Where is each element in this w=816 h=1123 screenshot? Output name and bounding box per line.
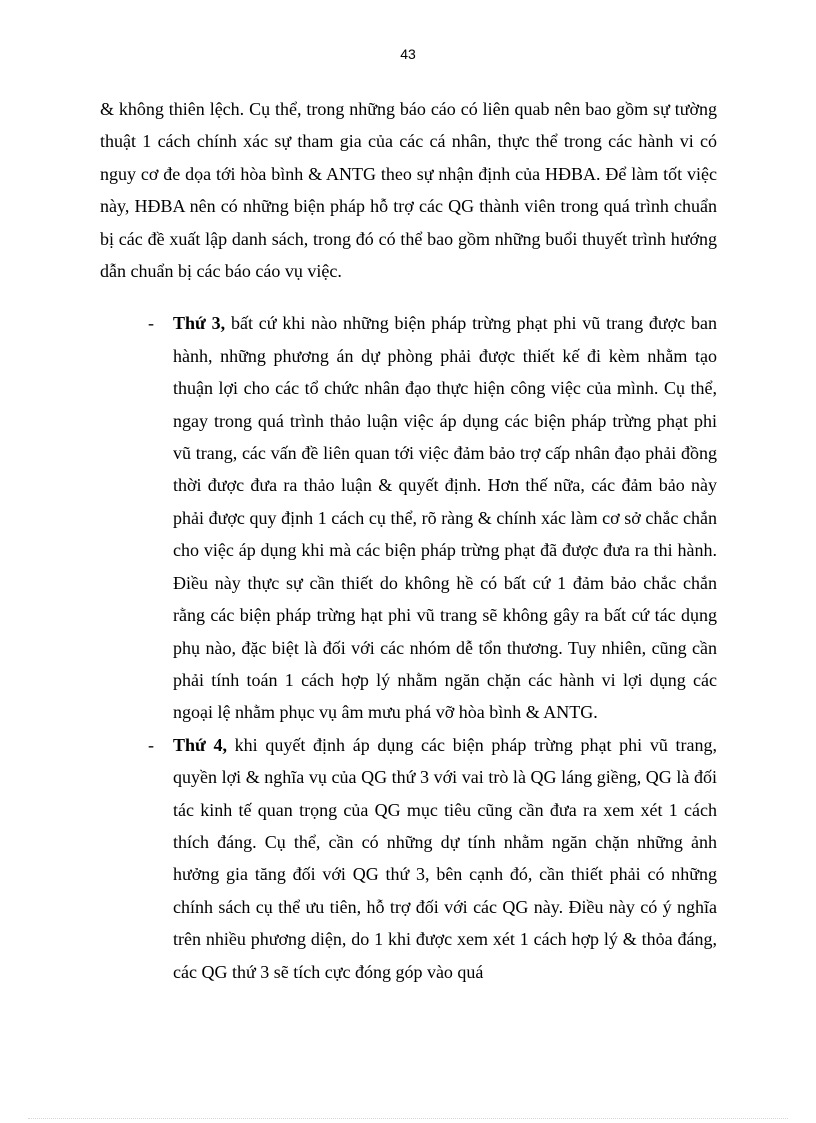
intro-paragraph: & không thiên lệch. Cụ thể, trong những báo cáo có liên quab nên bao gồm sự tường thuật 1 cách chính xác sự tham gia của các cá nhân, thực thể trong các hành vi có nguy cơ đe dọa tới hòa bình & ANTG theo sự nhận định của HĐBA. Để làm tốt việc này, HĐBA nên có những biện pháp hỗ trợ các QG thành viên trong quá trình chuẩn bị các đề xuất lập danh sách, trong đó có thể bao gồm những buổi thuyết trình hướng dẫn chuẩn bị các báo cáo vụ việc.	[100, 99, 717, 282]
list-item-lead: Thứ 4,	[173, 734, 227, 755]
list-item-third	[100, 307, 717, 728]
page-bottom-divider	[28, 1118, 788, 1119]
bullet-list	[100, 307, 717, 988]
list-item-text: khi quyết định áp dụng các biện pháp trừng phạt phi vũ trang, quyền lợi & nghĩa vụ của QG thứ 3 với vai trò là QG láng giềng, QG là đối tác kinh tế quan trọng của QG mục tiêu cũng cần đưa ra xem xét 1 cách thích đáng. Cụ thể, cần có những dự tính nhằm ngăn chặn những ảnh hưởng gia tăng đối với QG thứ 3, bên cạnh đó, cần thiết phải có những chính sách cụ thể ưu tiên, hỗ trợ đối với các QG này. Điều này có ý nghĩa trên nhiều phương diện, do 1 khi được xem xét 1 cách hợp lý & thỏa đáng, các QG thứ 3 sẽ tích cực đóng góp vào quá	[173, 734, 717, 982]
page-number: 43	[400, 46, 416, 62]
list-item-text: bất cứ khi nào những biện pháp trừng phạt phi vũ trang được ban hành, những phương án dự phòng phải được thiết kế đi kèm nhằm tạo thuận lợi cho các tổ chức nhân đạo thực hiện công việc của mình. Cụ thể, ngay trong quá trình thảo luận việc áp dụng các biện pháp trừng phạt phi vũ trang, các vấn đề liên quan tới việc đảm bảo trợ cấp nhân đạo phải đồng thời được đưa ra thảo luận & quyết định. Hơn thế nữa, các đảm bảo này phải được quy định 1 cách cụ thể, rõ ràng & chính xác làm cơ sở chắc chắn cho việc áp dụng khi mà các biện pháp trừng phạt đã được đưa ra thi hành. Điều này thực sự cần thiết do không hề có bất cứ 1 đảm bảo chắc chắn rằng các biện pháp trừng hạt phi vũ trang sẽ không gây ra bất cứ tác dụng phụ nào, đặc biệt là đối với các nhóm dễ tổn thương. Tuy nhiên, cũng cần phải tính toán 1 cách hợp lý nhằm ngăn chặn các hành vi lợi dụng các ngoại lệ nhằm phục vụ âm mưu phá vỡ hòa bình & ANTG.	[173, 313, 717, 723]
bullet-marker: -	[148, 313, 154, 334]
bullet-marker: -	[148, 734, 154, 755]
list-item-lead: Thứ 3,	[173, 313, 226, 334]
list-item-fourth	[100, 729, 717, 988]
page-body	[100, 93, 717, 988]
